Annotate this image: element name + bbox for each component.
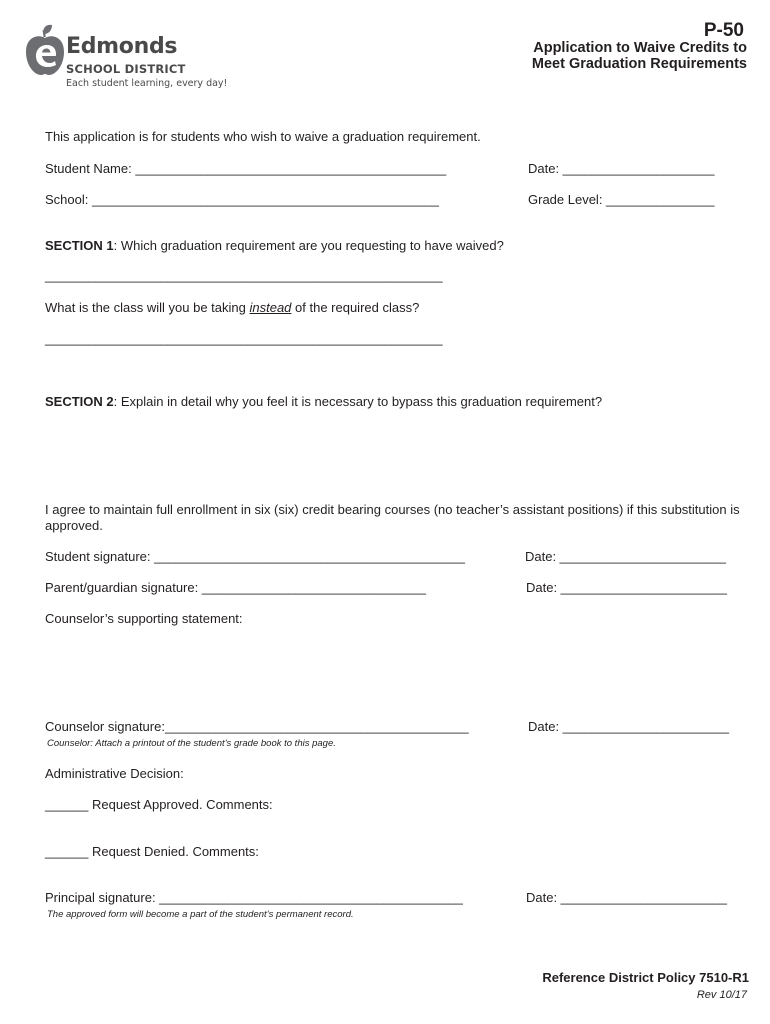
edmonds-logo-icon — [22, 24, 68, 76]
section2-question — [45, 394, 602, 410]
counselor-statement-label: Counselor’s supporting statement: — [45, 611, 243, 626]
school-field[interactable]: School: ________________________________________________ — [45, 192, 440, 207]
form-code: P-50 — [703, 20, 744, 41]
logo-tagline: Each student learning, every day! — [66, 78, 228, 89]
section1-question2 — [45, 300, 419, 316]
form-title-line1: Application to Waive Credits to — [533, 40, 747, 56]
date-field[interactable]: Date: _____________________ — [528, 161, 715, 176]
admin-decision-label: Administrative Decision: — [45, 766, 184, 781]
revision-date: Rev 10/17 — [696, 989, 747, 1001]
form-title-line2: Meet Graduation Requirements — [531, 56, 747, 72]
section1-answer-line2[interactable]: _______________________________________________________ — [45, 331, 443, 346]
section1-label: SECTION 1 — [45, 238, 114, 253]
agreement-line2: approved. — [45, 518, 103, 533]
grade-level-field[interactable]: Grade Level: _______________ — [528, 192, 715, 207]
counselor-signature-date[interactable]: Date: _______________________ — [528, 719, 729, 734]
section2-label: SECTION 2 — [45, 394, 114, 409]
q2-text-before: What is the class will you be taking — [45, 300, 250, 315]
counselor-note: Counselor: Attach a printout of the student’s grade book to this page. — [47, 738, 336, 749]
q2-emphasis: instead — [249, 300, 292, 315]
request-denied-line[interactable]: ______ Request Denied. Comments: — [45, 844, 259, 859]
parent-signature-field[interactable]: Parent/guardian signature: _______________________________ — [45, 580, 426, 595]
section1-question-text: : Which graduation requirement are you requesting to have waived? — [113, 238, 504, 253]
student-signature-field[interactable]: Student signature: ___________________________________________ — [45, 549, 466, 564]
reference-policy: Reference District Policy 7510-R1 — [542, 970, 749, 985]
intro-text: This application is for students who wish to waive a graduation requirement. — [45, 129, 481, 144]
section1-answer-line[interactable]: _______________________________________________________ — [45, 268, 443, 283]
student-signature-date[interactable]: Date: _______________________ — [525, 549, 726, 564]
parent-signature-date[interactable]: Date: _______________________ — [526, 580, 727, 595]
permanent-record-note: The approved form will become a part of the student’s permanent record. — [47, 909, 354, 920]
principal-signature-date[interactable]: Date: _______________________ — [526, 890, 727, 905]
principal-signature-field[interactable]: Principal signature: __________________________________________ — [45, 890, 463, 905]
section1-question — [45, 238, 504, 254]
request-approved-line[interactable]: ______ Request Approved. Comments: — [45, 797, 273, 812]
logo-name: Edmonds — [66, 34, 178, 59]
student-name-field[interactable]: Student Name: ___________________________________________ — [45, 161, 447, 176]
counselor-signature-field[interactable]: Counselor signature:__________________________________________ — [45, 719, 469, 734]
section2-question-text: : Explain in detail why you feel it is necessary to bypass this graduation requirement? — [113, 394, 603, 409]
logo-subtitle: SCHOOL DISTRICT — [66, 62, 186, 76]
q2-text-after: of the required class? — [291, 300, 420, 315]
agreement-line1: I agree to maintain full enrollment in six (six) credit bearing courses (no teacher’s assistant positions) if this substitution is — [45, 502, 740, 517]
